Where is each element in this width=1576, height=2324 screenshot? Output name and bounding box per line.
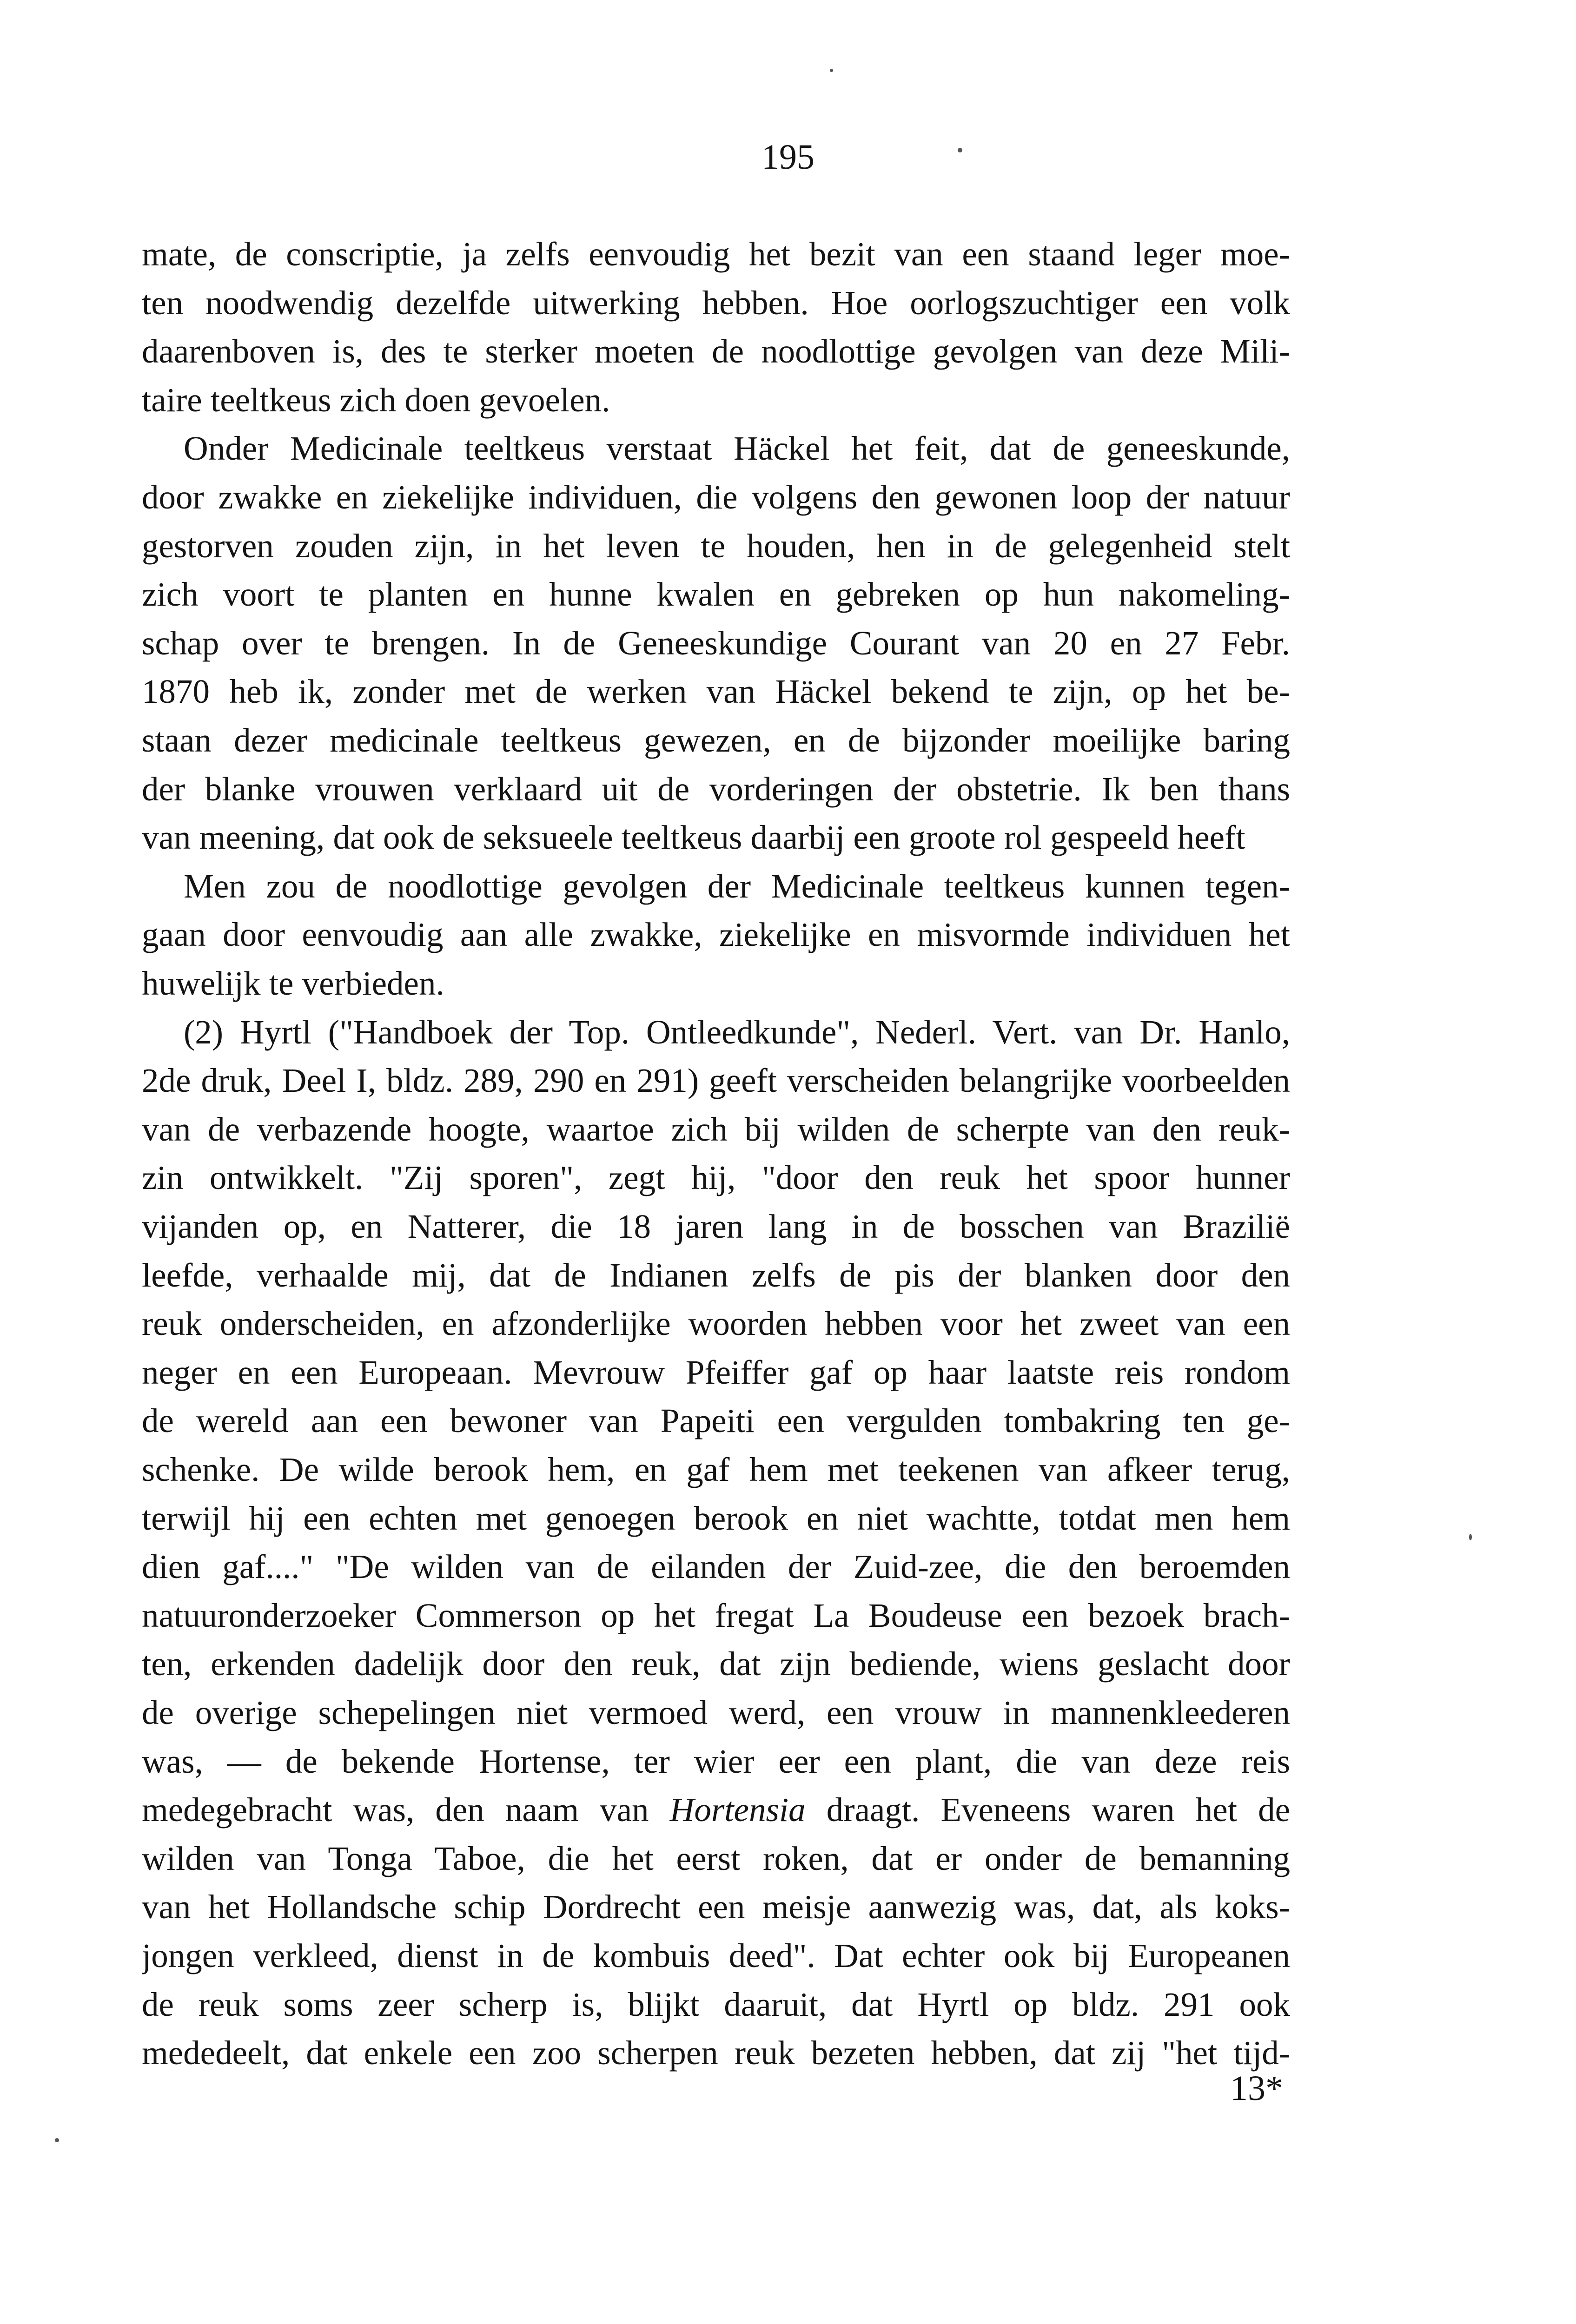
text-line: jongen verkleed, dienst in de kombuis deed". Dat echter ook bij Europeanen bbox=[142, 1937, 1290, 1974]
text-line: schenke. De wilde berook hem, en gaf hem met teekenen van afkeer terug, bbox=[142, 1451, 1290, 1488]
text-line: Men zou de noodlottige gevolgen der Medicinale teeltkeus kunnen tegen- bbox=[184, 867, 1290, 905]
text-line: 2de druk, Deel I, bldz. 289, 290 en 291) geeft verscheiden belangrijke voorbeelden bbox=[142, 1062, 1290, 1099]
text-line: gaan door eenvoudig aan alle zwakke, ziekelijke en misvormde individuen het bbox=[142, 916, 1290, 953]
text-line: der blanke vrouwen verklaard uit de vorderingen der obstetrie. Ik ben thans bbox=[142, 770, 1290, 808]
text-line: de wereld aan een bewoner van Papeiti een vergulden tombakring ten ge- bbox=[142, 1402, 1290, 1439]
text-line: schap over te brengen. In de Geneeskundige Courant van 20 en 27 Febr. bbox=[142, 624, 1290, 662]
text-line: van het Hollandsche schip Dordrecht een meisje aanwezig was, dat, als koks- bbox=[142, 1888, 1290, 1926]
text-line: taire teeltkeus zich doen gevoelen. bbox=[142, 381, 610, 419]
text-line: was, — de bekende Hortense, ter wier eer een plant, die van deze reis bbox=[142, 1743, 1290, 1780]
text-line: ten noodwendig dezelfde uitwerking hebben. Hoe oorlogszuchtiger een volk bbox=[142, 284, 1290, 322]
text-line: van de verbazende hoogte, waartoe zich bij wilden de scherpte van den reuk- bbox=[142, 1110, 1290, 1148]
dust-speck bbox=[55, 2138, 59, 2142]
text-line: terwijl hij een echten met genoegen berook en niet wachtte, totdat men hem bbox=[142, 1499, 1290, 1537]
text-line: zich voort te planten en hunne kwalen en gebreken op hun nakomeling- bbox=[142, 575, 1290, 613]
text-line: mate, de conscriptie, ja zelfs eenvoudig het bezit van een staand leger moe- bbox=[142, 235, 1290, 273]
text-line: van meening, dat ook de seksueele teeltkeus daarbij een groote rol gespeeld heeft bbox=[142, 819, 1245, 856]
text-line: ten, erkenden dadelijk door den reuk, dat zijn bediende, wiens geslacht door bbox=[142, 1645, 1290, 1683]
text-line: wilden van Tonga Taboe, die het eerst roken, dat er onder de bemanning bbox=[142, 1840, 1290, 1877]
text-line: vijanden op, en Natterer, die 18 jaren lang in de bosschen van Brazilië bbox=[142, 1208, 1290, 1245]
text-line: dien gaf...." "De wilden van de eilanden der Zuid-zee, die den beroemden bbox=[142, 1548, 1290, 1585]
dust-speck bbox=[830, 69, 833, 72]
text-line: neger en een Europeaan. Mevrouw Pfeiffer gaf op haar laatste reis rondom bbox=[142, 1353, 1290, 1391]
text-line: door zwakke en ziekelijke individuen, die volgens den gewonen loop der natuur bbox=[142, 478, 1290, 516]
dust-speck bbox=[1469, 1534, 1472, 1540]
text-line: leefde, verhaalde mij, dat de Indianen zelfs de pis der blanken door den bbox=[142, 1256, 1290, 1294]
text-line: zin ontwikkelt. "Zij sporen", zegt hij, "door den reuk het spoor hunner bbox=[142, 1159, 1290, 1196]
text-line: de overige schepelingen niet vermoed werd, een vrouw in mannenkleederen bbox=[142, 1694, 1290, 1731]
text-line: 1870 heb ik, zonder met de werken van Häckel bekend te zijn, op het be- bbox=[142, 673, 1290, 710]
text-line: huwelijk te verbieden. bbox=[142, 964, 444, 1002]
text-line: staan dezer medicinale teeltkeus gewezen, en de bijzonder moeilijke baring bbox=[142, 721, 1290, 759]
page-number: 195 bbox=[762, 138, 814, 177]
text-line: Onder Medicinale teeltkeus verstaat Häckel het feit, dat de geneeskunde, bbox=[184, 429, 1290, 467]
italic-term: Hortensia bbox=[669, 1791, 806, 1829]
text-line: mededeelt, dat enkele een zoo scherpen reuk bezeten hebben, dat zij "het tijd- bbox=[142, 2034, 1290, 2072]
signature-mark: 13* bbox=[1230, 2069, 1283, 2108]
text-line: gestorven zouden zijn, in het leven te houden, hen in de gelegenheid stelt bbox=[142, 527, 1290, 565]
text-line: reuk onderscheiden, en afzonderlijke woorden hebben voor het zweet van een bbox=[142, 1305, 1290, 1342]
text-line: (2) Hyrtl ("Handboek der Top. Ontleedkunde", Nederl. Vert. van Dr. Hanlo, bbox=[184, 1013, 1290, 1051]
dust-speck bbox=[958, 148, 962, 152]
text-line: medegebracht was, den naam van Hortensia draagt. Eveneens waren het de bbox=[142, 1791, 1290, 1829]
text-line: daarenboven is, des te sterker moeten de noodlottige gevolgen van deze Mili- bbox=[142, 332, 1290, 370]
text-line: de reuk soms zeer scherp is, blijkt daaruit, dat Hyrtl op bldz. 291 ook bbox=[142, 1986, 1290, 2023]
text-line: natuuronderzoeker Commerson op het fregat La Boudeuse een bezoek brach- bbox=[142, 1597, 1290, 1634]
